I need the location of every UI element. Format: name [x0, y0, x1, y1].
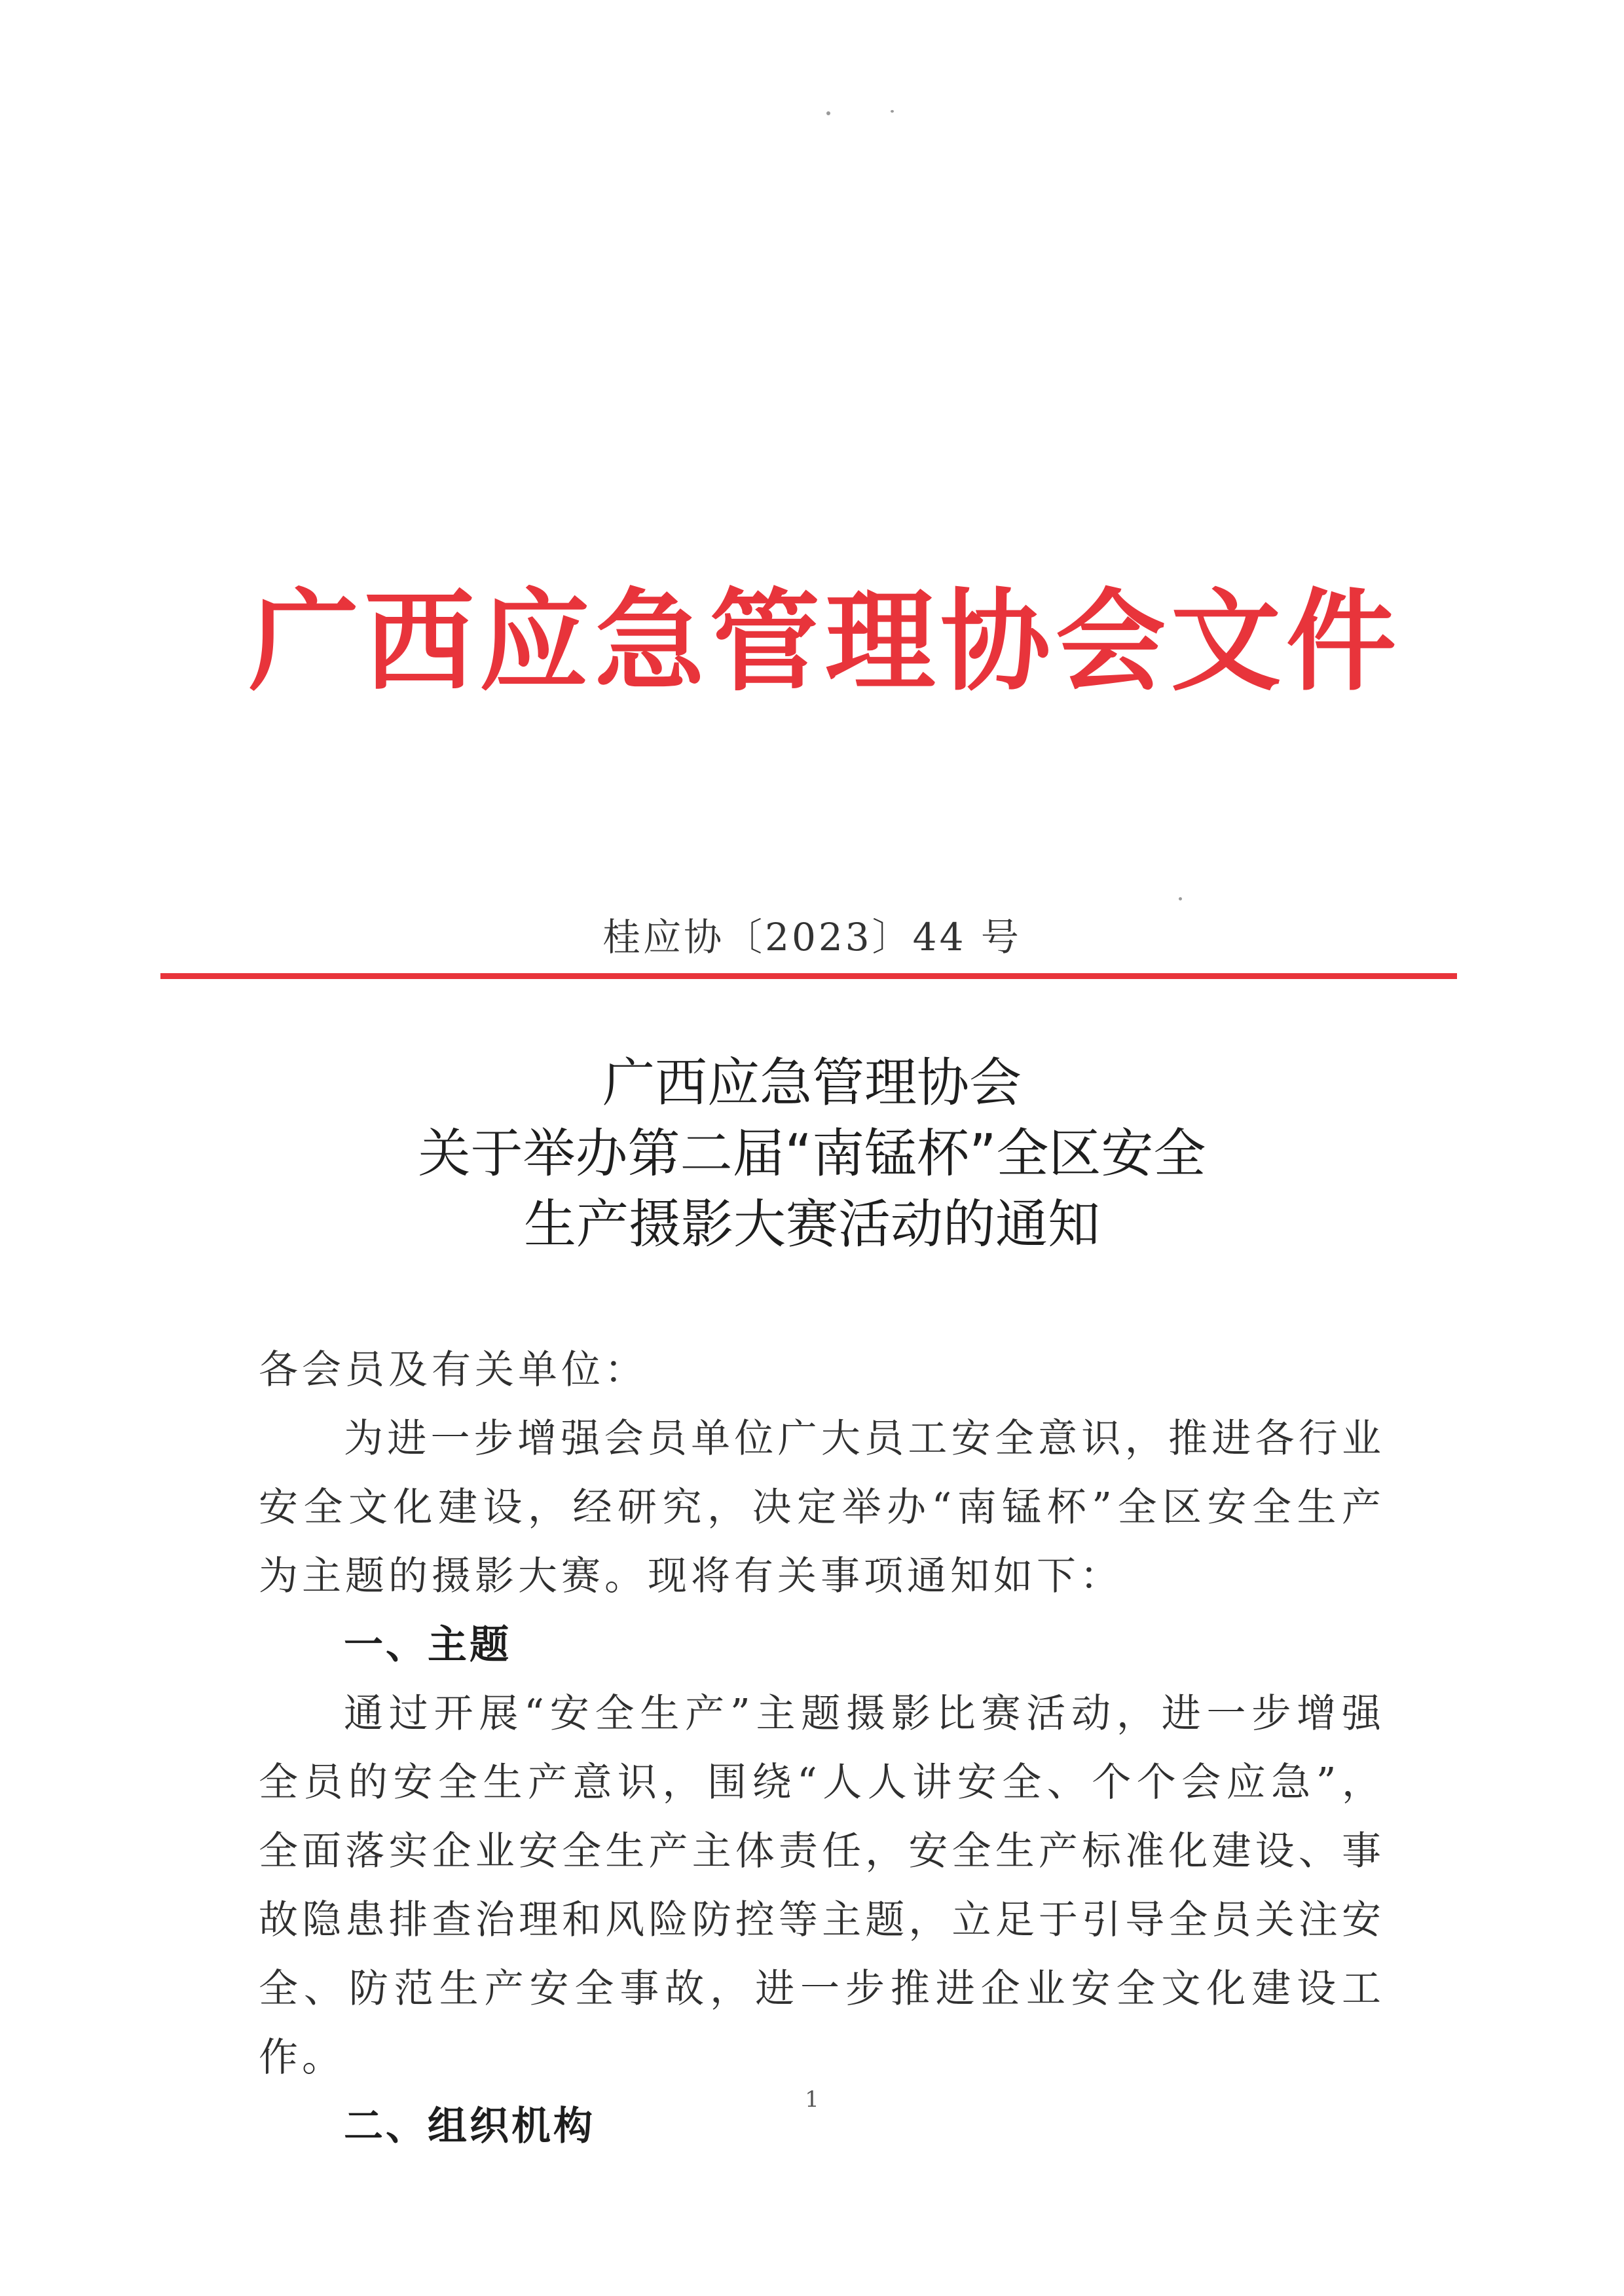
page-number: 1: [805, 2086, 819, 2113]
scan-speck: [826, 111, 830, 115]
scan-speck: [1179, 897, 1182, 900]
notice-title: [0, 1048, 1624, 1260]
section-1-heading: 一、主题: [344, 1622, 511, 1668]
section-2-heading: 二、组织机构: [344, 2103, 595, 2149]
notice-title-line-3: 生产摄影大赛活动的通知: [524, 1194, 1100, 1255]
notice-title-line-1: 广西应急管理协会: [602, 1052, 1022, 1113]
notice-body: [259, 1336, 1385, 2161]
document-number: 桂应协〔2023〕44 号: [602, 915, 1022, 959]
header-red-rule: [160, 973, 1457, 979]
salutation: 各会员及有关单位：: [259, 1347, 648, 1393]
scan-speck: [891, 110, 894, 113]
intro-paragraph: 为进一步增强会员单位广大员工安全意识，推进各行业安全文化建设，经研究，决定举办“南锰杯”全区安全生产为主题的摄影大赛。现将有关事项通知如下：: [259, 1416, 1385, 1599]
section-1-paragraph: 通过开展“安全生产”主题摄影比赛活动，进一步增强全员的安全生产意识，围绕“人人讲安全、个个会应急”，全面落实企业安全生产主体责任，安全生产标准化建设、事故隐患排查治理和风险防控等主题，立足于引导全员关注安全、防范生产安全事故，进一步推进企业安全文化建设工作。: [259, 1691, 1385, 2081]
notice-title-line-2: 关于举办第二届“南锰杯”全区安全: [418, 1123, 1206, 1184]
issuer-header-title: 广西应急管理协会文件: [249, 576, 1401, 706]
